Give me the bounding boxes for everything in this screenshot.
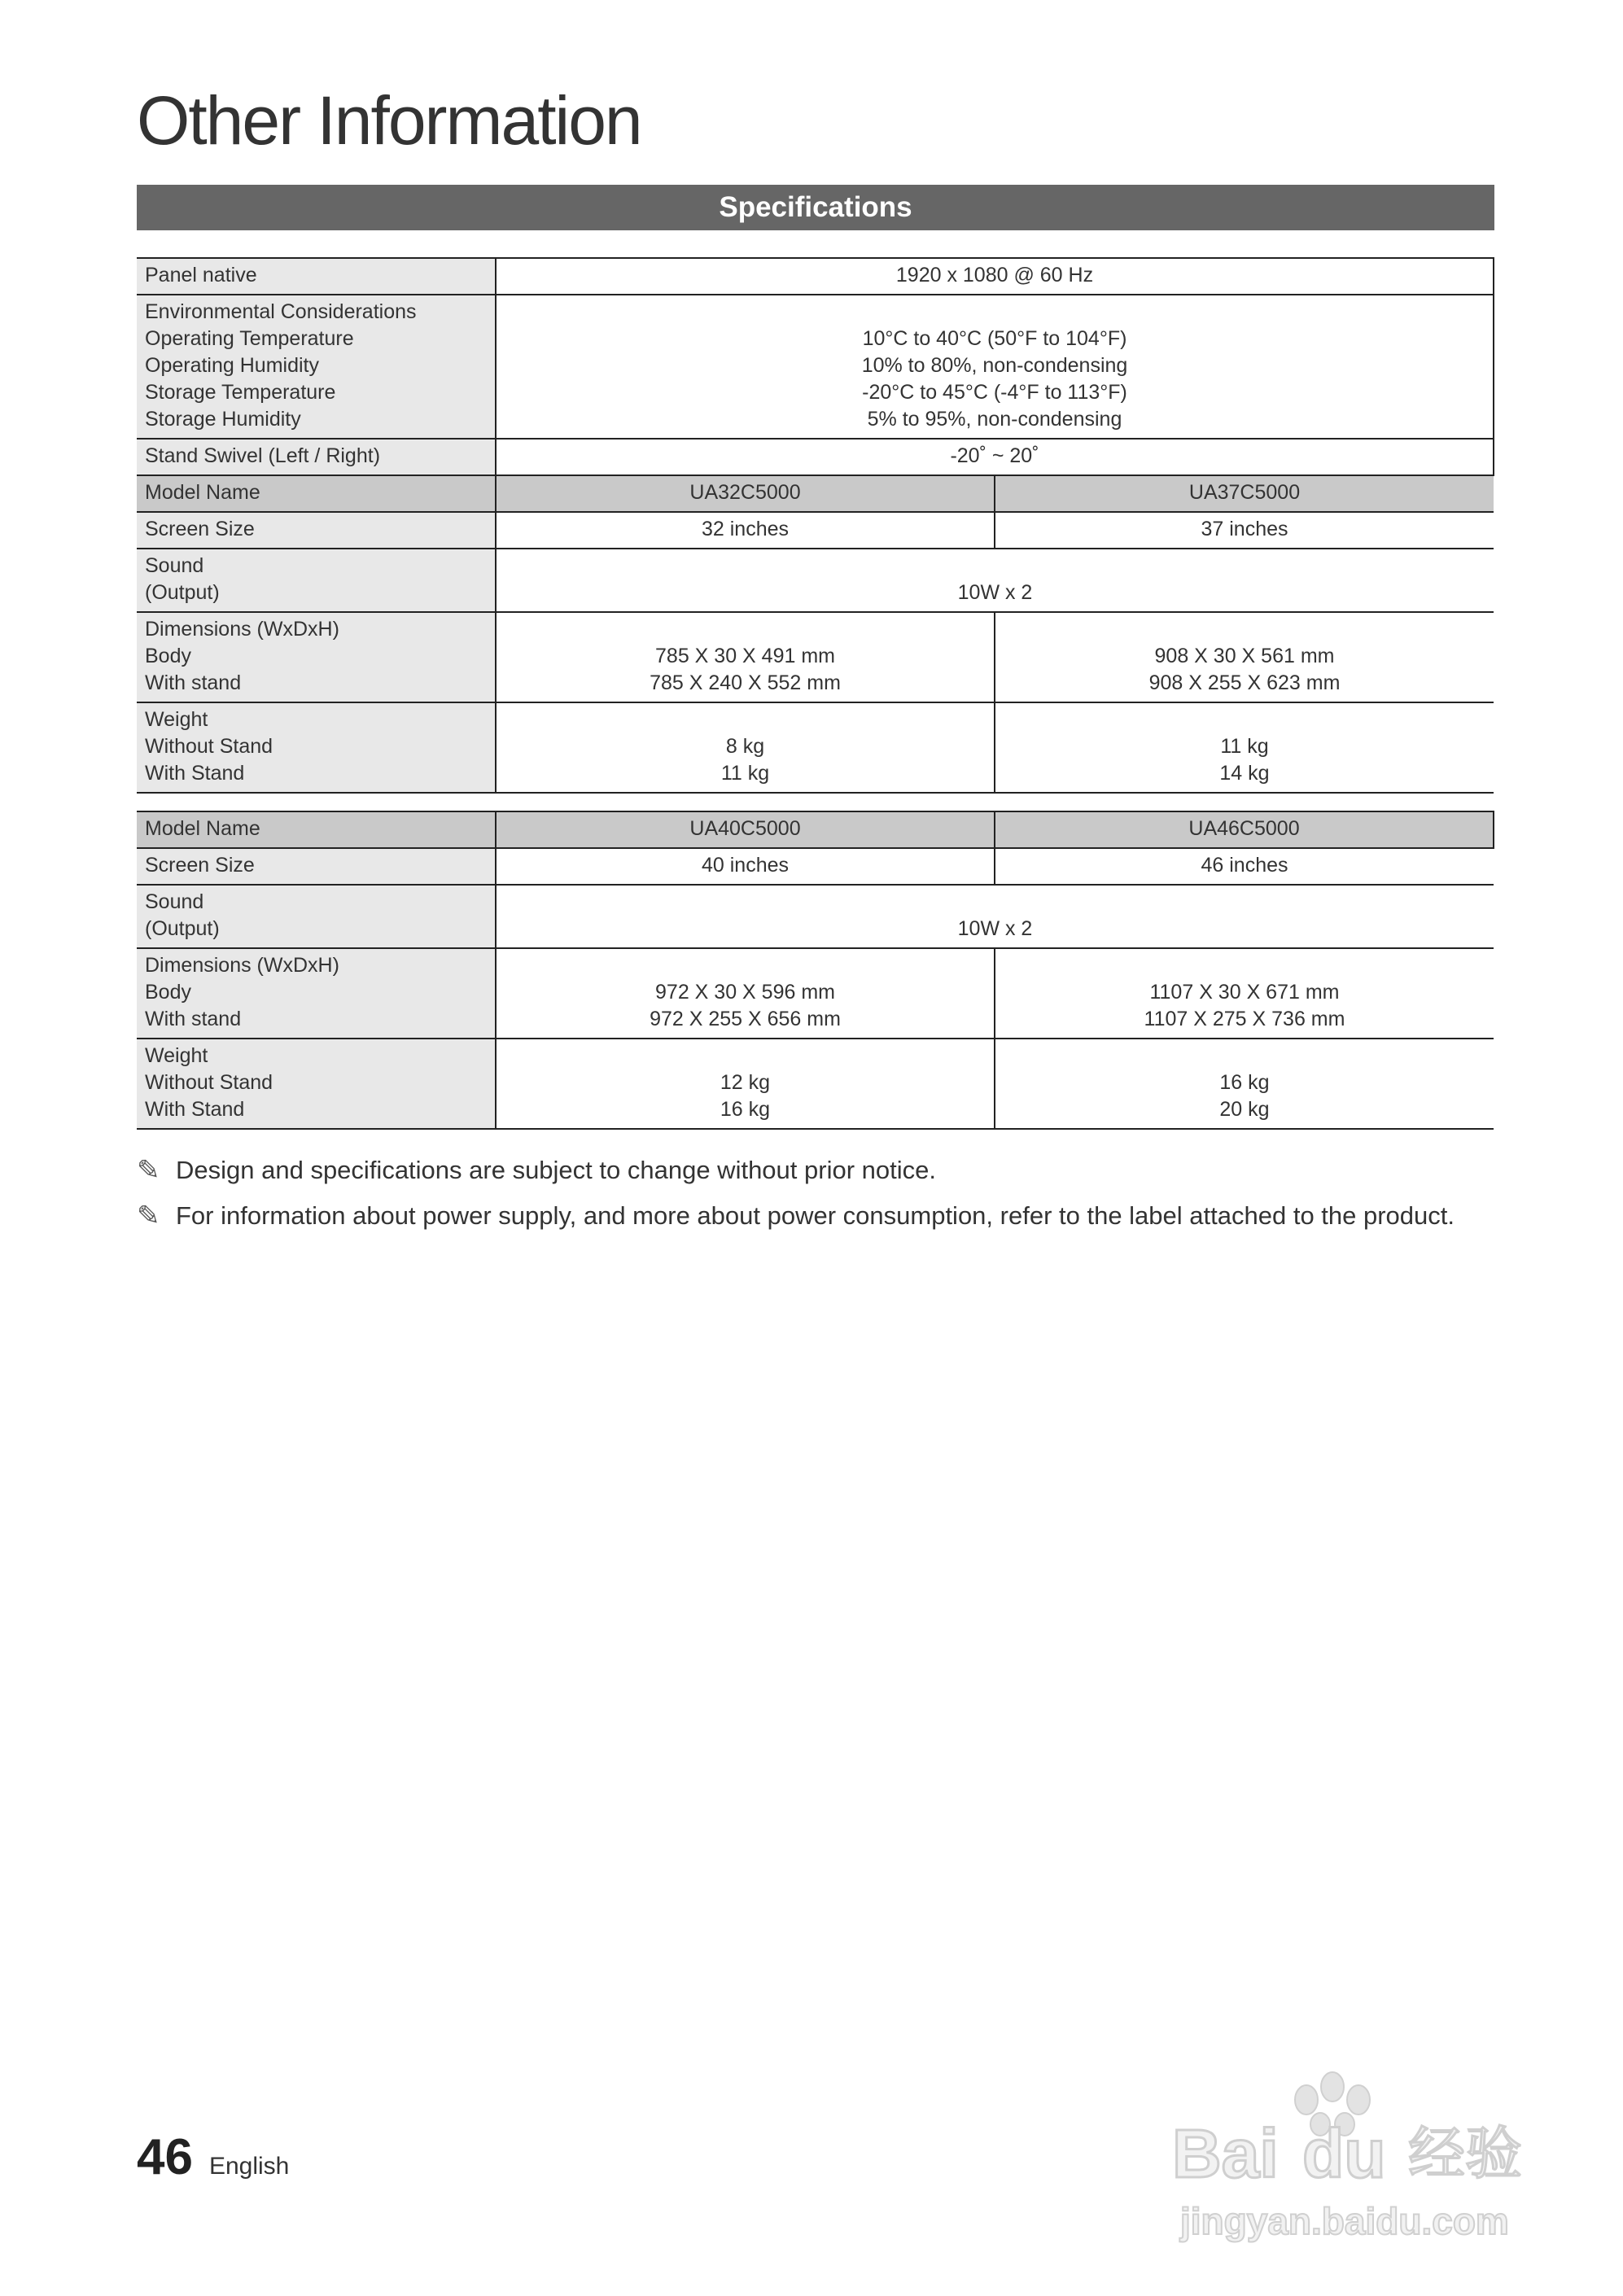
page-title: Other Information xyxy=(137,82,641,159)
table-row xyxy=(137,612,1494,702)
spec-label: Model Name xyxy=(137,475,496,512)
spec-label xyxy=(137,1039,496,1129)
model-name: UA37C5000 xyxy=(995,475,1494,512)
table-row xyxy=(137,549,1494,612)
table-row xyxy=(137,948,1494,1039)
spec-value: 46 inches xyxy=(995,848,1494,885)
spec-value: 10W x 2 xyxy=(496,885,1494,948)
weight-label: Weight xyxy=(145,1044,208,1067)
dim-value: 785 X 240 X 552 mm xyxy=(650,671,841,694)
spec-value: -20˚ ~ 20˚ xyxy=(496,439,1494,475)
note xyxy=(137,1193,1455,1239)
dim-value: 1107 X 275 X 736 mm xyxy=(1144,1008,1345,1030)
model-name: UA32C5000 xyxy=(496,475,995,512)
env-value: 10°C to 40°C (50°F to 104°F) xyxy=(862,327,1127,350)
model-name: UA46C5000 xyxy=(995,811,1494,848)
table-row xyxy=(137,439,1494,475)
page-footer xyxy=(137,2128,289,2186)
table-row xyxy=(137,848,1494,885)
spec-label xyxy=(137,295,496,439)
weight-value: 16 kg xyxy=(1219,1071,1270,1094)
spec-label: Panel native xyxy=(137,258,496,295)
spec-value: 10W x 2 xyxy=(496,549,1494,612)
spec-value xyxy=(995,1039,1494,1129)
spec-value: 1920 x 1080 @ 60 Hz xyxy=(496,258,1494,295)
svg-text:jingyan.baidu.com: jingyan.baidu.com xyxy=(1180,2200,1509,2242)
dim-value: 1107 X 30 X 671 mm xyxy=(1149,981,1340,1004)
language-label: English xyxy=(208,2153,290,2180)
dim-label: Dimensions (WxDxH) xyxy=(145,618,339,641)
svg-text:经验: 经验 xyxy=(1408,2120,1522,2187)
spec-label xyxy=(137,702,496,793)
weight-label: Without Stand xyxy=(145,1071,273,1094)
sound-label: Sound xyxy=(145,890,204,913)
env-label: Environmental Considerations xyxy=(145,300,417,323)
dim-label: With stand xyxy=(145,1008,242,1030)
spec-table-general xyxy=(137,257,1494,794)
pencil-note-icon: ✎ xyxy=(137,1155,160,1186)
svg-text:Bai: Bai xyxy=(1172,2115,1279,2192)
spec-value xyxy=(496,295,1494,439)
env-value: 5% to 95%, non-condensing xyxy=(867,408,1122,431)
weight-value: 16 kg xyxy=(720,1098,771,1121)
weight-value: 14 kg xyxy=(1219,762,1270,785)
svg-text:du: du xyxy=(1302,2115,1386,2192)
spec-label: Screen Size xyxy=(137,848,496,885)
spec-label xyxy=(137,885,496,948)
spec-value xyxy=(496,702,995,793)
weight-label: Without Stand xyxy=(145,735,273,758)
pencil-note-icon: ✎ xyxy=(137,1200,160,1231)
env-label: Storage Temperature xyxy=(145,381,336,404)
dim-label: Body xyxy=(145,645,191,667)
spec-value xyxy=(496,948,995,1039)
spec-value: 32 inches xyxy=(496,512,995,549)
baidu-watermark-logo xyxy=(1164,2067,1546,2254)
notes xyxy=(137,1148,1455,1239)
weight-label: With Stand xyxy=(145,1098,245,1121)
spec-table-models-2 xyxy=(137,811,1494,1130)
weight-label: With Stand xyxy=(145,762,245,785)
env-label: Operating Humidity xyxy=(145,354,319,377)
table-row xyxy=(137,702,1494,793)
spec-value xyxy=(995,612,1494,702)
spec-value xyxy=(496,1039,995,1129)
table-row xyxy=(137,1039,1494,1129)
section-header-specifications: Specifications xyxy=(137,185,1494,230)
spec-label: Model Name xyxy=(137,811,496,848)
env-label: Storage Humidity xyxy=(145,408,301,431)
table-row-model-name xyxy=(137,811,1494,848)
env-label: Operating Temperature xyxy=(145,327,354,350)
dim-label: Body xyxy=(145,981,191,1004)
weight-value: 20 kg xyxy=(1219,1098,1270,1121)
weight-label: Weight xyxy=(145,708,208,731)
spec-value: 40 inches xyxy=(496,848,995,885)
weight-value: 11 kg xyxy=(1220,735,1269,758)
sound-label: (Output) xyxy=(145,581,220,604)
sound-label: Sound xyxy=(145,554,204,577)
spec-value xyxy=(995,702,1494,793)
table-row xyxy=(137,295,1494,439)
dim-label: Dimensions (WxDxH) xyxy=(145,954,339,977)
spec-label xyxy=(137,948,496,1039)
dim-value: 972 X 255 X 656 mm xyxy=(650,1008,841,1030)
note-text: For information about power supply, and more about power consumption, refer to the label attached to the product. xyxy=(176,1201,1455,1230)
spec-value: 37 inches xyxy=(995,512,1494,549)
sound-label: (Output) xyxy=(145,917,220,940)
note-text: Design and specifications are subject to change without prior notice. xyxy=(176,1156,936,1184)
table-row xyxy=(137,885,1494,948)
dim-value: 908 X 30 X 561 mm xyxy=(1154,645,1335,667)
dim-value: 972 X 30 X 596 mm xyxy=(655,981,835,1004)
env-value: 10% to 80%, non-condensing xyxy=(861,354,1128,377)
spec-value xyxy=(496,612,995,702)
spec-label xyxy=(137,612,496,702)
table-row-model-name xyxy=(137,475,1494,512)
spec-label: Screen Size xyxy=(137,512,496,549)
dim-value: 908 X 255 X 623 mm xyxy=(1148,671,1341,694)
table-row xyxy=(137,512,1494,549)
spec-label xyxy=(137,549,496,612)
weight-value: 8 kg xyxy=(725,735,765,758)
dim-value: 785 X 30 X 491 mm xyxy=(655,645,835,667)
env-value: -20°C to 45°C (-4°F to 113°F) xyxy=(862,381,1127,404)
spec-label: Stand Swivel (Left / Right) xyxy=(137,439,496,475)
page-number: 46 xyxy=(137,2129,193,2185)
note xyxy=(137,1148,1455,1193)
table-row xyxy=(137,258,1494,295)
spec-value xyxy=(995,948,1494,1039)
model-name: UA40C5000 xyxy=(496,811,995,848)
dim-label: With stand xyxy=(145,671,242,694)
weight-value: 11 kg xyxy=(720,762,770,785)
weight-value: 12 kg xyxy=(720,1071,771,1094)
